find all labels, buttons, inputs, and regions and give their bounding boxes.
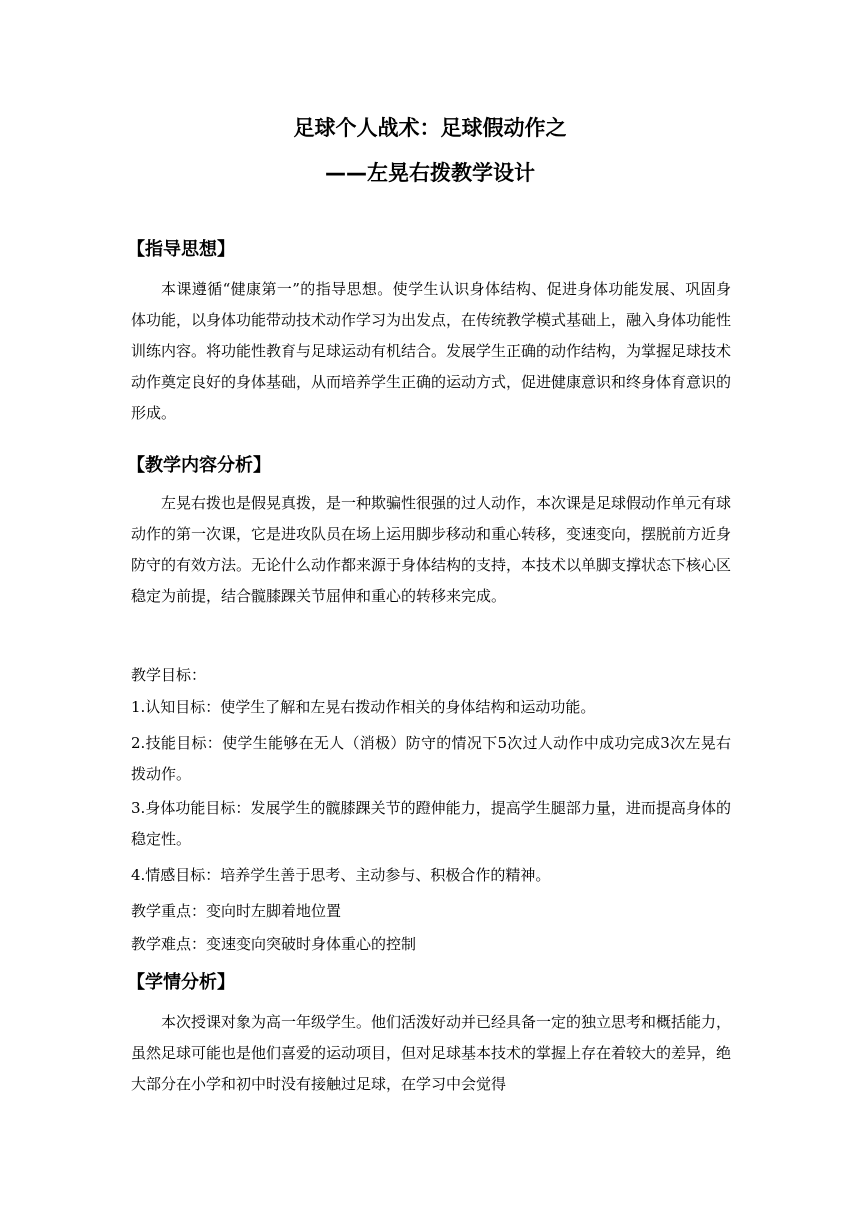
objective-item: 3.身体功能目标：发展学生的髋膝踝关节的蹬伸能力，提高学生腿部力量，进而提高身体的稳定性。 [131, 799, 731, 848]
section-heading-content-analysis: 【教学内容分析】 [127, 455, 271, 476]
objective-item: 4.情感目标：培养学生善于思考、主动参与、积极合作的精神。 [131, 866, 551, 884]
objective-item: 2.技能目标：使学生能够在无人（消极）防守的情况下5次过人动作中成功完成3次左晃右拨动作。 [131, 734, 731, 783]
section-paragraph-content-analysis: 左晃右拨也是假晃真拨，是一种欺骗性很强的过人动作，本次课是足球假动作单元有球动作的第一次课，它是进攻队员在场上运用脚步移动和重心转移，变速变向，摆脱前方近身防守的有效方法。无论什么动作都来源于身体结构的支持，本技术以单脚支撑状态下核心区稳定为前提，结合髋膝踝关节屈伸和重心的转移来完成。 [131, 494, 732, 605]
section-heading-guiding-thought: 【指导思想】 [127, 239, 235, 260]
difficulty-point: 教学难点：变速变向突破时身体重心的控制 [131, 935, 417, 953]
document-title: 足球个人战术：足球假动作之 [293, 116, 567, 140]
objective-item: 1.认知目标：使学生了解和左晃右拨动作相关的身体结构和运动功能。 [131, 698, 596, 716]
section-heading-student-analysis: 【学情分析】 [127, 972, 235, 993]
section-paragraph-student-analysis: 本次授课对象为高一年级学生。他们活泼好动并已经具备一定的独立思考和概括能力，虽然足球可能也是他们喜爱的运动项目，但对足球基本技术的掌握上存在着较大的差异，绝大部分在小学和初中时没有接触过足球，在学习中会觉得 [131, 1013, 732, 1093]
key-point: 教学重点：变向时左脚着地位置 [131, 902, 342, 920]
document-subtitle: ——左晃右拨教学设计 [325, 161, 535, 185]
section-paragraph-guiding-thought: 本课遵循“健康第一”的指导思想。使学生认识身体结构、促进身体功能发展、巩固身体功能，以身体功能带动技术动作学习为出发点，在传统教学模式基础上，融入身体功能性训练内容。将功能性教育与足球运动有机结合。发展学生正确的动作结构，为掌握足球技术动作奠定良好的身体基础，从而培养学生正确的运动方式，促进健康意识和终身体育意识的形成。 [131, 280, 732, 422]
objectives-label: 教学目标： [131, 666, 207, 684]
